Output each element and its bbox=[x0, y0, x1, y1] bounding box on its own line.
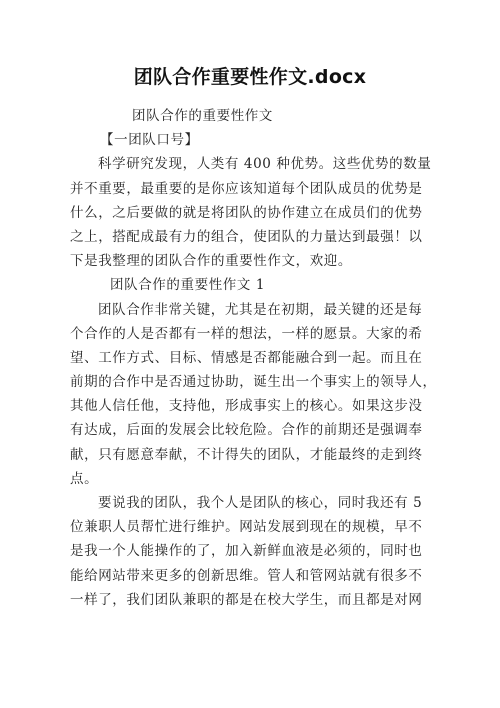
paragraph-line: 能给网站带来更多的创新思维。管人和管网站就有很多不 bbox=[70, 567, 423, 584]
paragraph-line: 团队合作非常关键，尤其是在初期，最关键的还是每 bbox=[98, 301, 423, 318]
section-label: 【一团队口号】 bbox=[100, 132, 199, 149]
document-title: 团队合作重要性作文.docx bbox=[133, 66, 367, 88]
paragraph-line: 一样了，我们团队兼职的都是在校大学生，而且都是对网 bbox=[70, 591, 423, 608]
paragraph-line: 下是我整理的团队合作的重要性作文，欢迎。 bbox=[70, 253, 352, 270]
paragraph-line: 点。 bbox=[70, 470, 99, 487]
section-heading: 团队合作的重要性作文 1 bbox=[110, 277, 266, 294]
paragraph-line: 是我一个人能操作的了，加入新鲜血液是必须的，同时也 bbox=[70, 543, 423, 560]
paragraph-line: 科学研究发现，人类有 400 种优势。这些优势的数量 bbox=[98, 156, 432, 173]
paragraph-line: 个合作的人是否都有一样的想法，一样的愿景。大家的希 bbox=[70, 325, 423, 342]
paragraph-line: 其他人信任他，支持他，形成事实上的核心。如果这步没 bbox=[70, 398, 423, 415]
paragraph-line: 之上，搭配成最有力的组合，使团队的力量达到最强！以 bbox=[70, 228, 423, 245]
paragraph-line: 什么，之后要做的就是将团队的协作建立在成员们的优势 bbox=[70, 204, 423, 221]
paragraph-line: 望、工作方式、目标、情感是否都能融合到一起。而且在 bbox=[70, 349, 423, 366]
paragraph-line: 有达成，后面的发展会比较危险。合作的前期还是强调奉 bbox=[70, 422, 423, 439]
document-subtitle: 团队合作的重要性作文 bbox=[132, 108, 273, 124]
paragraph-line: 献，只有愿意奉献，不计得失的团队，才能最终的走到终 bbox=[70, 446, 423, 463]
paragraph-line: 位兼职人员帮忙进行维护。网站发展到现在的规模，早不 bbox=[70, 519, 423, 536]
paragraph-line: 要说我的团队，我个人是团队的核心，同时我还有 5 bbox=[98, 495, 423, 511]
paragraph-line: 并不重要，最重要的是你应该知道每个团队成员的优势是 bbox=[70, 180, 423, 197]
paragraph-line: 前期的合作中是否通过协助，诞生出一个事实上的领导人， bbox=[70, 374, 437, 391]
document-body bbox=[70, 104, 437, 612]
